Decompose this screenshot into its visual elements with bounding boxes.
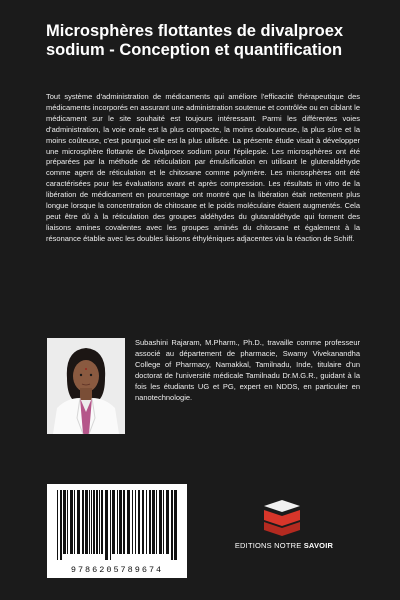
barcode-bar — [63, 490, 66, 554]
barcode-bar — [99, 490, 100, 554]
barcode-bar — [105, 490, 108, 560]
barcode-bar — [85, 490, 88, 554]
publisher-name-regular: EDITIONS NOTRE — [234, 541, 302, 550]
barcode-bar — [67, 490, 68, 554]
barcode-bar — [166, 490, 169, 554]
barcode-bar — [70, 490, 73, 554]
book-title: Microsphères flottantes de divalproex sodium - Conception et quantification — [46, 22, 344, 59]
author-bio: Subashini Rajaram, M.Pharm., Ph.D., travaille comme professeur associé au département de pharmacie, Swamy Vivekanandha College of Pharmacy, Namakkal, Tamilnadu, Inde, titulaire d'un doctorat de l'université médicale Tamilnadu Dr.M.G.R., guidant à la fois les étudiants UG et PG, expert en NDDS, en particulier en nanotechnologie. — [135, 338, 360, 402]
barcode-bar — [156, 490, 157, 554]
barcode-bar — [132, 490, 133, 554]
barcode-bar — [74, 490, 75, 554]
barcode-bar — [93, 490, 95, 554]
barcode-bar — [82, 490, 84, 554]
barcode-bar — [91, 490, 92, 554]
barcode-bar — [89, 490, 90, 554]
barcode-bar — [146, 490, 147, 554]
barcode-bar — [152, 490, 155, 554]
barcode-bar — [110, 490, 111, 560]
barcode-bar — [77, 490, 80, 554]
barcode-bar — [138, 490, 140, 554]
barcode-bar — [159, 490, 162, 554]
publisher-logo-icon — [262, 500, 302, 536]
book-abstract: Tout système d'administration de médicaments qui améliore l'efficacité thérapeutique des médicaments incorporés en assurant une administration soutenue et contrôlée ou en ciblant le médicament sur le site souhaité est toujours intéressant. Parmi les différentes voies d'administration, la voie orale est la plus compacte, la moins douloureuse, la plus sûre et la moins coûteuse, c'est pourquoi elle est la plus utilisée. La présente étude visait à développer une microsphère flottante de Divalproex sodium pour l'épilepsie. Les microsphères ont été préparées par la méthode de réticulation par émulsification en utilisant le gluteraldéhyde comme agent de réticulation et le chitosane comme polymère. Les microsphères ont été caractérisées pour les évaluations avant et après compression. Les résultats in vitro de la libération de médicament en pourcentage ont montré que la libération était nettement plus longue lorsque la concentration de chitosane et le poids moléculaire étaient augmentés. Cela peut être dû à la réticulation des groupes aldéhydes du glutaraldéhyde qui forment des liaisons amines covalentes avec les groupes aminés du chitosane et également à la résonance établie avec les doubles liaisons éthyléniques adjacentes via la réaction de Schiff. — [46, 92, 360, 243]
publisher-name — [224, 541, 344, 550]
barcode-bar — [112, 490, 115, 554]
barcode-bar — [127, 490, 130, 554]
author-photo — [47, 338, 125, 434]
barcode-bar — [57, 490, 58, 560]
publisher-name-bold: SAVOIR — [303, 541, 334, 550]
barcode-bar — [119, 490, 122, 554]
barcode-bar — [149, 490, 151, 554]
isbn-number: 9786205789674 — [70, 565, 164, 575]
barcode-bars — [55, 490, 179, 560]
barcode-bar — [96, 490, 98, 554]
isbn-barcode — [47, 484, 187, 578]
barcode-bar — [171, 490, 173, 560]
barcode-bar — [174, 490, 177, 560]
barcode-bar — [60, 490, 62, 560]
barcode-bar — [101, 490, 103, 554]
barcode-bar — [117, 490, 118, 554]
barcode-bar — [142, 490, 144, 554]
barcode-bar — [163, 490, 164, 554]
barcode-bar — [135, 490, 136, 554]
barcode-bar — [123, 490, 125, 554]
